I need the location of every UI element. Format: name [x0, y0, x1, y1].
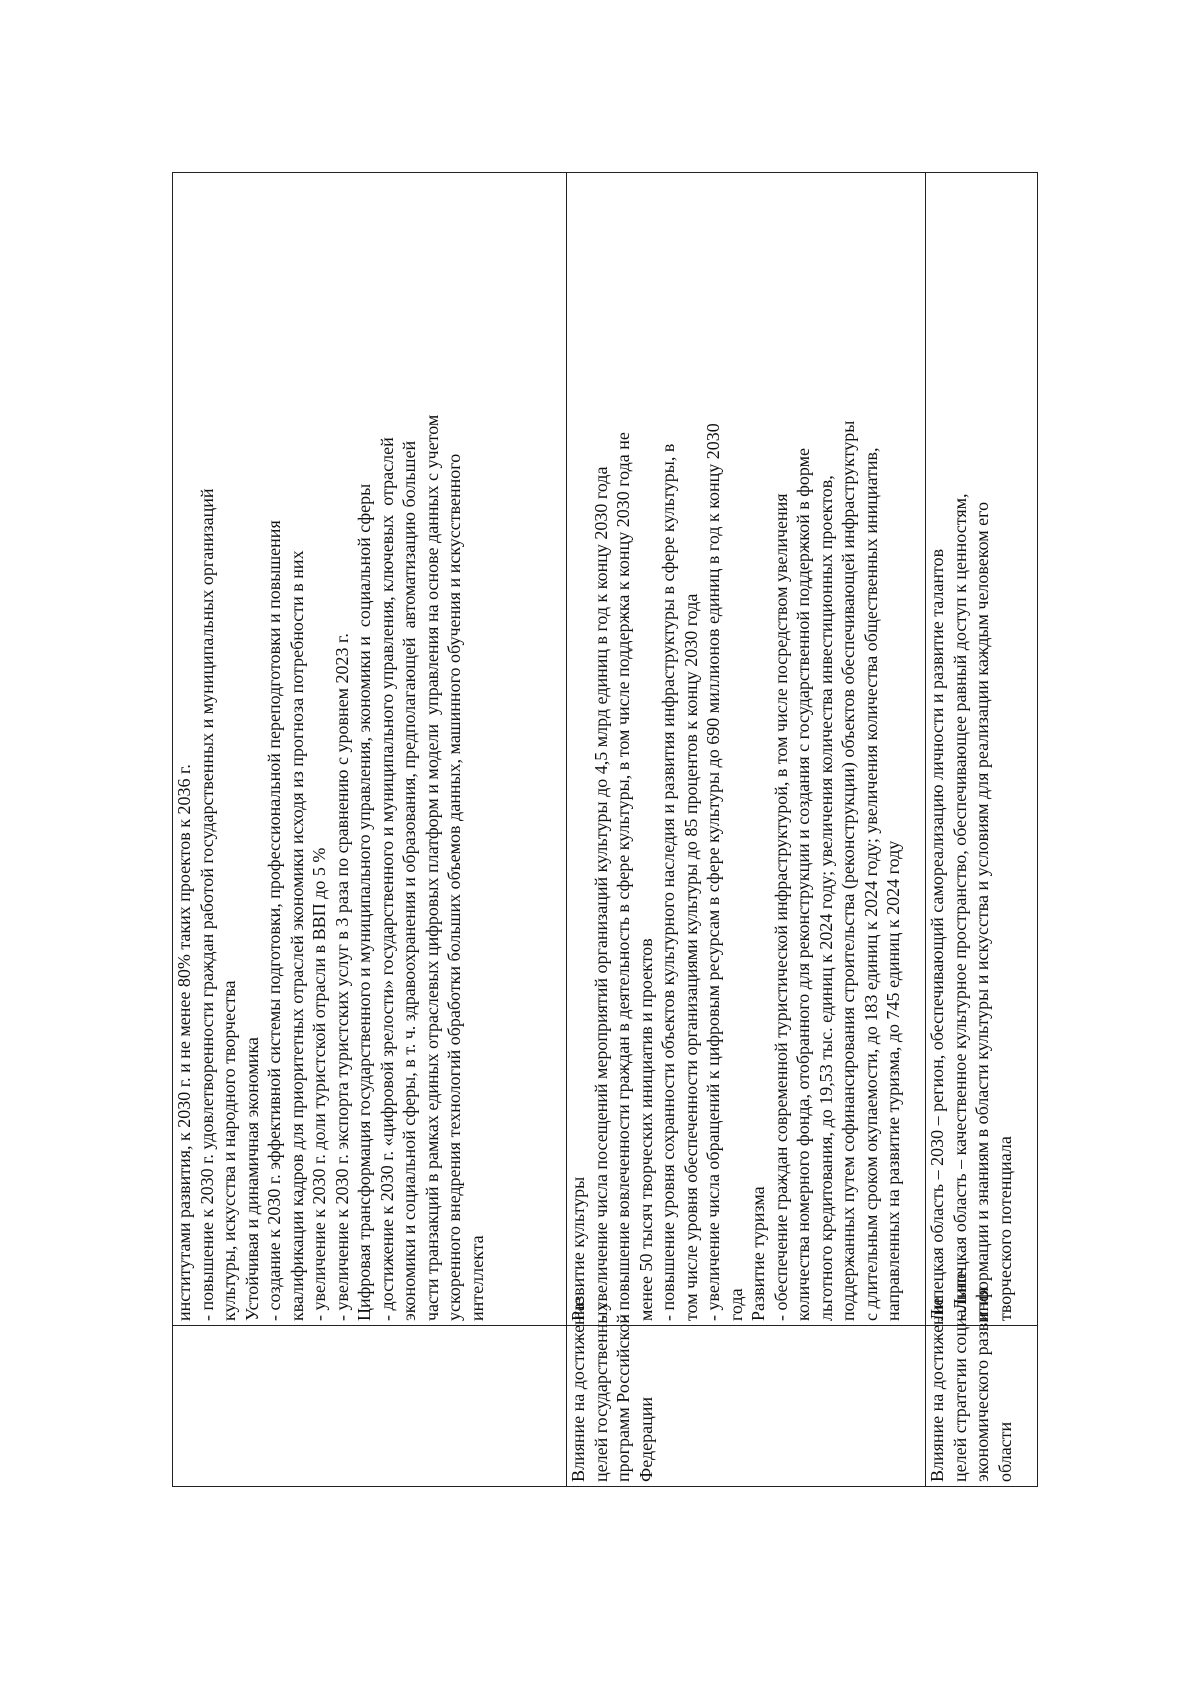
- row-label-line: Федерации: [635, 1396, 656, 1482]
- content-line: - повышение вовлеченности граждан в деятельность в сфере культуры, в том числе поддержка к концу 2030 года не: [613, 432, 633, 1321]
- row-label-line: целей стратегии социально-: [949, 1267, 970, 1482]
- content-line: - достижение к 2030 г. «цифровой зрелости» государственного и муниципального управления, ключевых отраслей: [376, 437, 397, 1321]
- row-content-cell: [926, 173, 1038, 1326]
- content-line: - увеличение числа посещений мероприятий организаций культуры до 4,5 млрд единиц в год к концу 2030 года: [590, 466, 611, 1321]
- table-row: [926, 173, 1038, 1487]
- row-label-line: экономического развития: [972, 1287, 992, 1482]
- content-line: Цифровая трансформация государственного и муниципального управления, экономики и социальной сферы: [354, 483, 374, 1321]
- document-table: [172, 172, 1038, 1487]
- row-label-line: области: [994, 1421, 1015, 1482]
- content-line: - увеличение числа обращений к цифровым ресурсам в сфере культуры до 690 миллионов единиц в год к концу 2030: [703, 423, 723, 1321]
- content-line: Липецкая область – 2030 – регион, обеспечивающий самореализацию личности и развитие талантов: [927, 548, 947, 1321]
- content-line: том числе уровня обеспеченности организациями культуры до 85 процентов к концу 2030 года: [680, 593, 701, 1321]
- rotated-page: [172, 172, 1037, 1487]
- content-line: культуры, искусства и народного творчества: [219, 980, 239, 1321]
- content-line: года: [725, 1288, 746, 1321]
- content-line: менее 50 тысяч творческих инициатив и проектов: [635, 938, 656, 1321]
- content-line: творческого потенциала: [994, 1136, 1015, 1321]
- content-line: Устойчивая и динамичная экономика: [241, 1037, 262, 1321]
- row-label-line: программ Российской: [613, 1314, 633, 1482]
- content-line: льготного кредитования, до 19,53 тыс. единиц к 2024 году; увеличения количества инвестиционных проектов,: [815, 475, 836, 1321]
- content-line: - Липецкая область – качественное культурное пространство, обеспечивающее равный доступ к ценностям,: [949, 493, 970, 1321]
- content-line: количества номерного фонда, отобранного для реконструкции и создания с государственной поддержкой в форме: [793, 447, 813, 1321]
- row-label-cell: [173, 1326, 567, 1487]
- content-line: - увеличение к 2030 г. доли туристской отрасли в ВВП до 5 %: [309, 847, 329, 1321]
- content-line: Развитие туризма: [748, 1186, 768, 1321]
- content-line: с длительным сроком окупаемости, до 183 единиц к 2024 году; увеличения количества общественных инициатив,: [860, 447, 881, 1321]
- content-line: - создание к 2030 г. эффективной системы подготовки, профессиональной переподготовки и повышения: [264, 520, 284, 1321]
- content-line: поддержанных путем софинансирования строительства (реконструкции) объектов обеспечивающей инфраструктуры: [838, 420, 858, 1321]
- row-label-line: Влияние на достижение: [927, 1297, 947, 1482]
- content-line: - увеличение к 2030 г. экспорта туристских услуг в 3 раза по сравнению с уровнем 2023 г.: [331, 633, 352, 1321]
- content-line: - обеспечение граждан современной туристической инфраструктурой, в том числе посредством увеличения: [770, 493, 791, 1321]
- content-line: квалификации кадров для приоритетных отраслей экономики исходя из прогноза потребности в них: [286, 550, 307, 1321]
- table-row: [567, 173, 926, 1487]
- row-label-line: целей государственных: [590, 1302, 611, 1482]
- content-line: направленных на развитие туризма, до 745 единиц к 2024 году: [883, 840, 903, 1321]
- row-label-cell: [926, 1267, 1038, 1487]
- content-line: информации и знаниям в области культуры и искусства и условиям для реализации каждым человеком его: [972, 501, 992, 1321]
- row-label-line: Влияние на достижение: [568, 1297, 588, 1482]
- content-line: - повышение уровня сохранности объектов культурного наследия и развития инфраструктуры в сфере культуры, в: [658, 443, 678, 1321]
- row-content-cell: [567, 173, 926, 1326]
- content-line: Развитие культуры: [568, 1176, 588, 1321]
- content-line: - повышение к 2030 г. удовлетворенности граждан работой государственных и муниципальных организаций: [196, 488, 217, 1321]
- content-line: институтами развития, к 2030 г. и не менее 80% таких проектов к 2036 г.: [174, 764, 194, 1321]
- table-row: [173, 173, 567, 1487]
- content-line: ускоренного внедрения технологий обработки больших объемов данных, машинного обучения и искусственного: [444, 453, 464, 1321]
- row-content-cell: [173, 173, 567, 1326]
- content-line: экономики и социальной сферы, в т. ч. здравоохранения и образования, предполагающей автоматизацию большей: [399, 440, 419, 1321]
- content-line: интеллекта: [466, 1235, 487, 1321]
- content-line: части транзакций в рамках единых отраслевых цифровых платформ и модели управления на основе данных с учетом: [421, 414, 442, 1321]
